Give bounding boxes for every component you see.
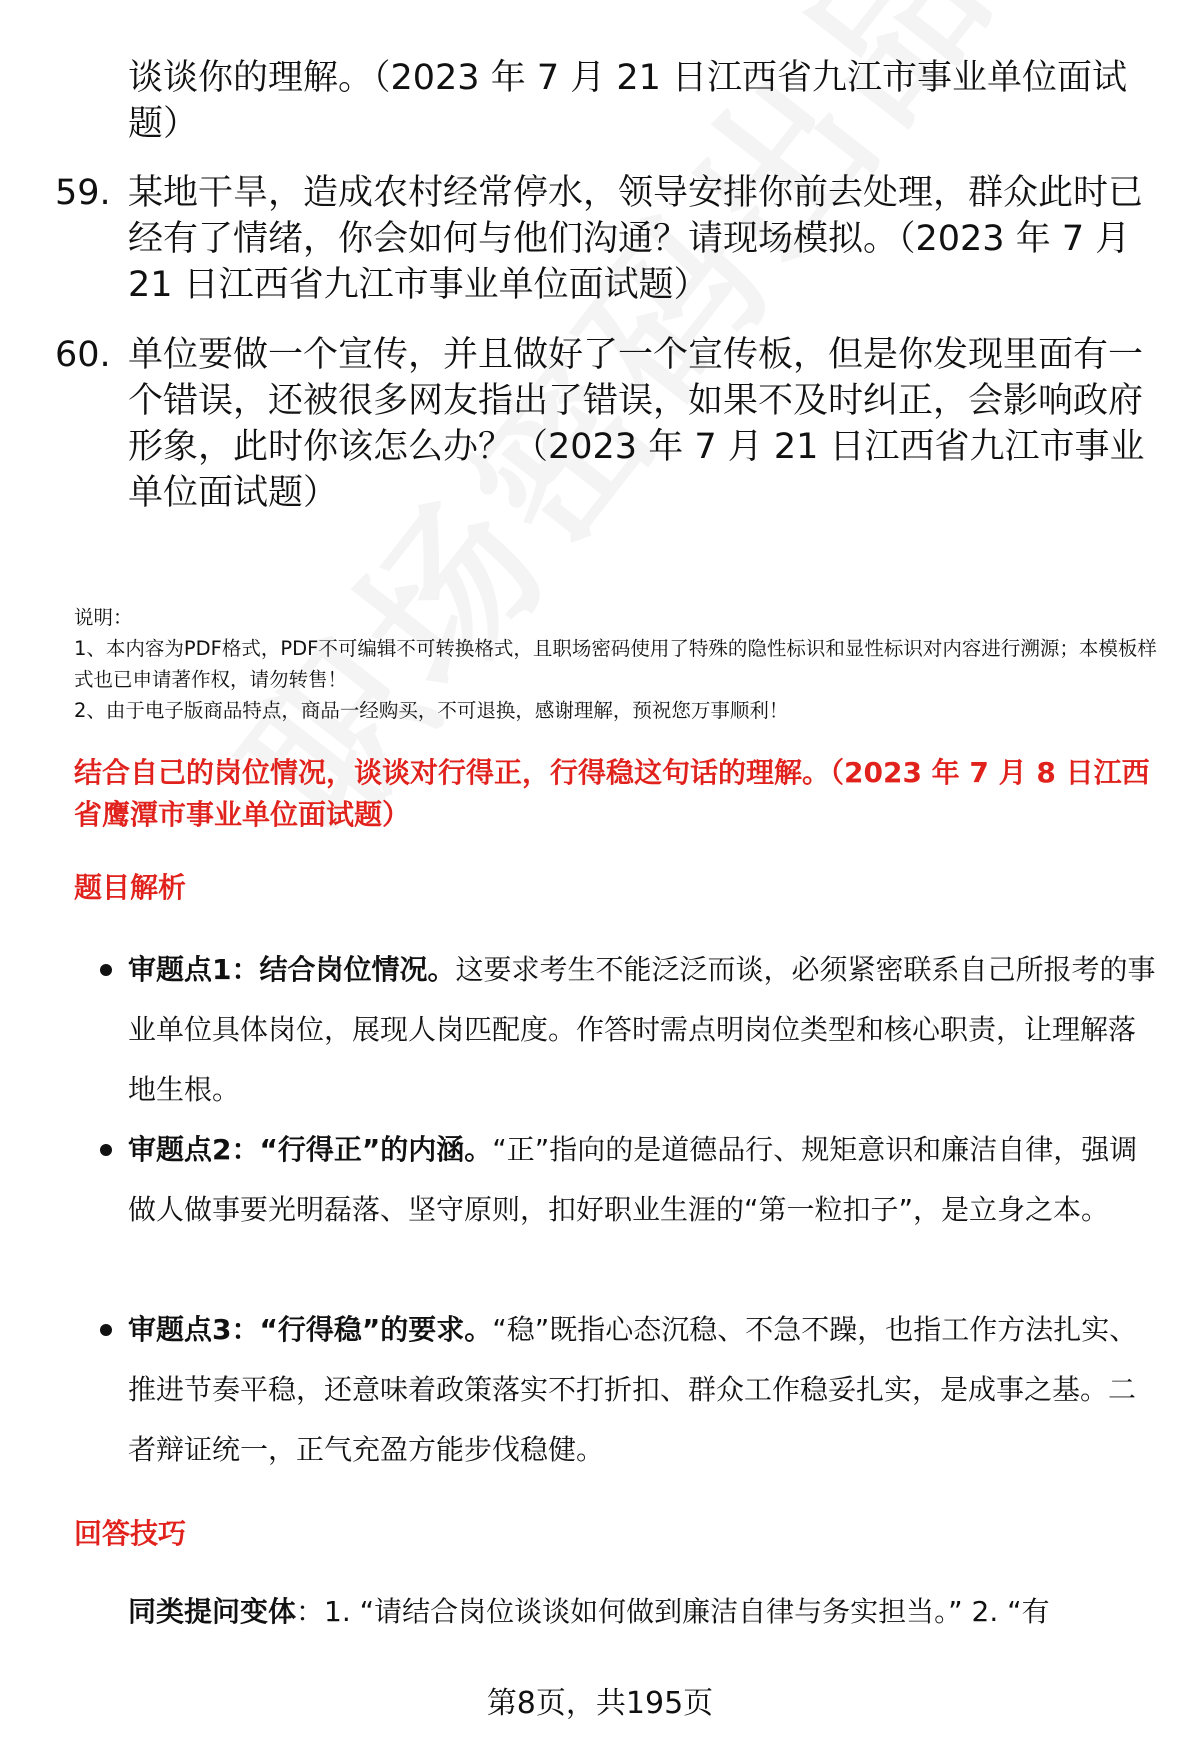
point-label: 审题点1：结合岗位情况。	[128, 953, 456, 986]
point-text: ：1. “请结合岗位谈谈如何做到廉洁自律与务实担当。” 2. “有	[296, 1595, 1050, 1628]
analysis-point	[128, 1300, 1158, 1480]
notice-line: 1、本内容为PDF格式，PDF不可编辑不可转换格式，且职场密码使用了特殊的隐性标识和显性标识对内容进行溯源；本模板样式也已申请著作权，请勿转售！	[74, 637, 1157, 691]
notice-block	[74, 602, 1164, 726]
question-title: 结合自己的岗位情况，谈谈对行得正，行得稳这句话的理解。（2023 年 7 月 8 日江西省鹰潭市事业单位面试题）	[74, 756, 1150, 831]
point-label: 审题点3：“行得稳”的要求。	[128, 1313, 493, 1346]
analysis-heading: 题目解析	[74, 871, 187, 904]
point-text: “稳”既指心态沉稳、不急不躁，也指工作方法扎实、推进节奏平稳，还意味着政策落实不打折扣、群众工作稳妥扎实，是成事之基。二者辩证统一，正气充盈方能步伐稳健。	[128, 1313, 1138, 1466]
notice-heading: 说明：	[74, 606, 133, 629]
bullet-icon	[100, 1324, 112, 1336]
question-text: 某地干旱，造成农村经常停水，领导安排你前去处理，群众此时已经有了情绪，你会如何与他们沟通？请现场模拟。（2023 年 7 月 21 日江西省九江市事业单位面试题）	[128, 173, 1144, 305]
point-text: 这要求考生不能泛泛而谈，必须紧密联系自己所报考的事业单位具体岗位，展现人岗匹配度。作答时需点明岗位类型和核心职责，让理解落地生根。	[128, 953, 1156, 1106]
analysis-point	[128, 940, 1158, 1120]
question-text: 单位要做一个宣传，并且做好了一个宣传板，但是你发现里面有一个错误，还被很多网友指出了错误，如果不及时纠正，会影响政府形象，此时你该怎么办？（2023 年 7 月 21 日江西省九江市事业单位面试题）	[128, 335, 1145, 513]
notice-line: 2、由于电子版商品特点，商品一经购买，不可退换，感谢理解，预祝您万事顺利！	[74, 699, 789, 722]
previous-question-continuation: 谈谈你的理解。（2023 年 7 月 21 日江西省九江市事业单位面试题）	[128, 58, 1128, 144]
point-label: 同类提问变体	[128, 1595, 297, 1628]
point-text: “正”指向的是道德品行、规矩意识和廉洁自律，强调做人做事要光明磊落、坚守原则，扣好职业生涯的“第一粒扣子”，是立身之本。	[128, 1133, 1138, 1226]
bullet-icon	[100, 964, 112, 976]
tips-point	[128, 1582, 1158, 1642]
question-number: 60.	[55, 335, 111, 375]
bullet-icon	[100, 1144, 112, 1156]
analysis-point	[128, 1120, 1158, 1240]
point-label: 审题点2：“行得正”的内涵。	[128, 1133, 493, 1166]
question-number: 59.	[55, 173, 111, 213]
page-number: 第8页，共195页	[486, 1686, 714, 1721]
tips-heading: 回答技巧	[74, 1517, 187, 1550]
